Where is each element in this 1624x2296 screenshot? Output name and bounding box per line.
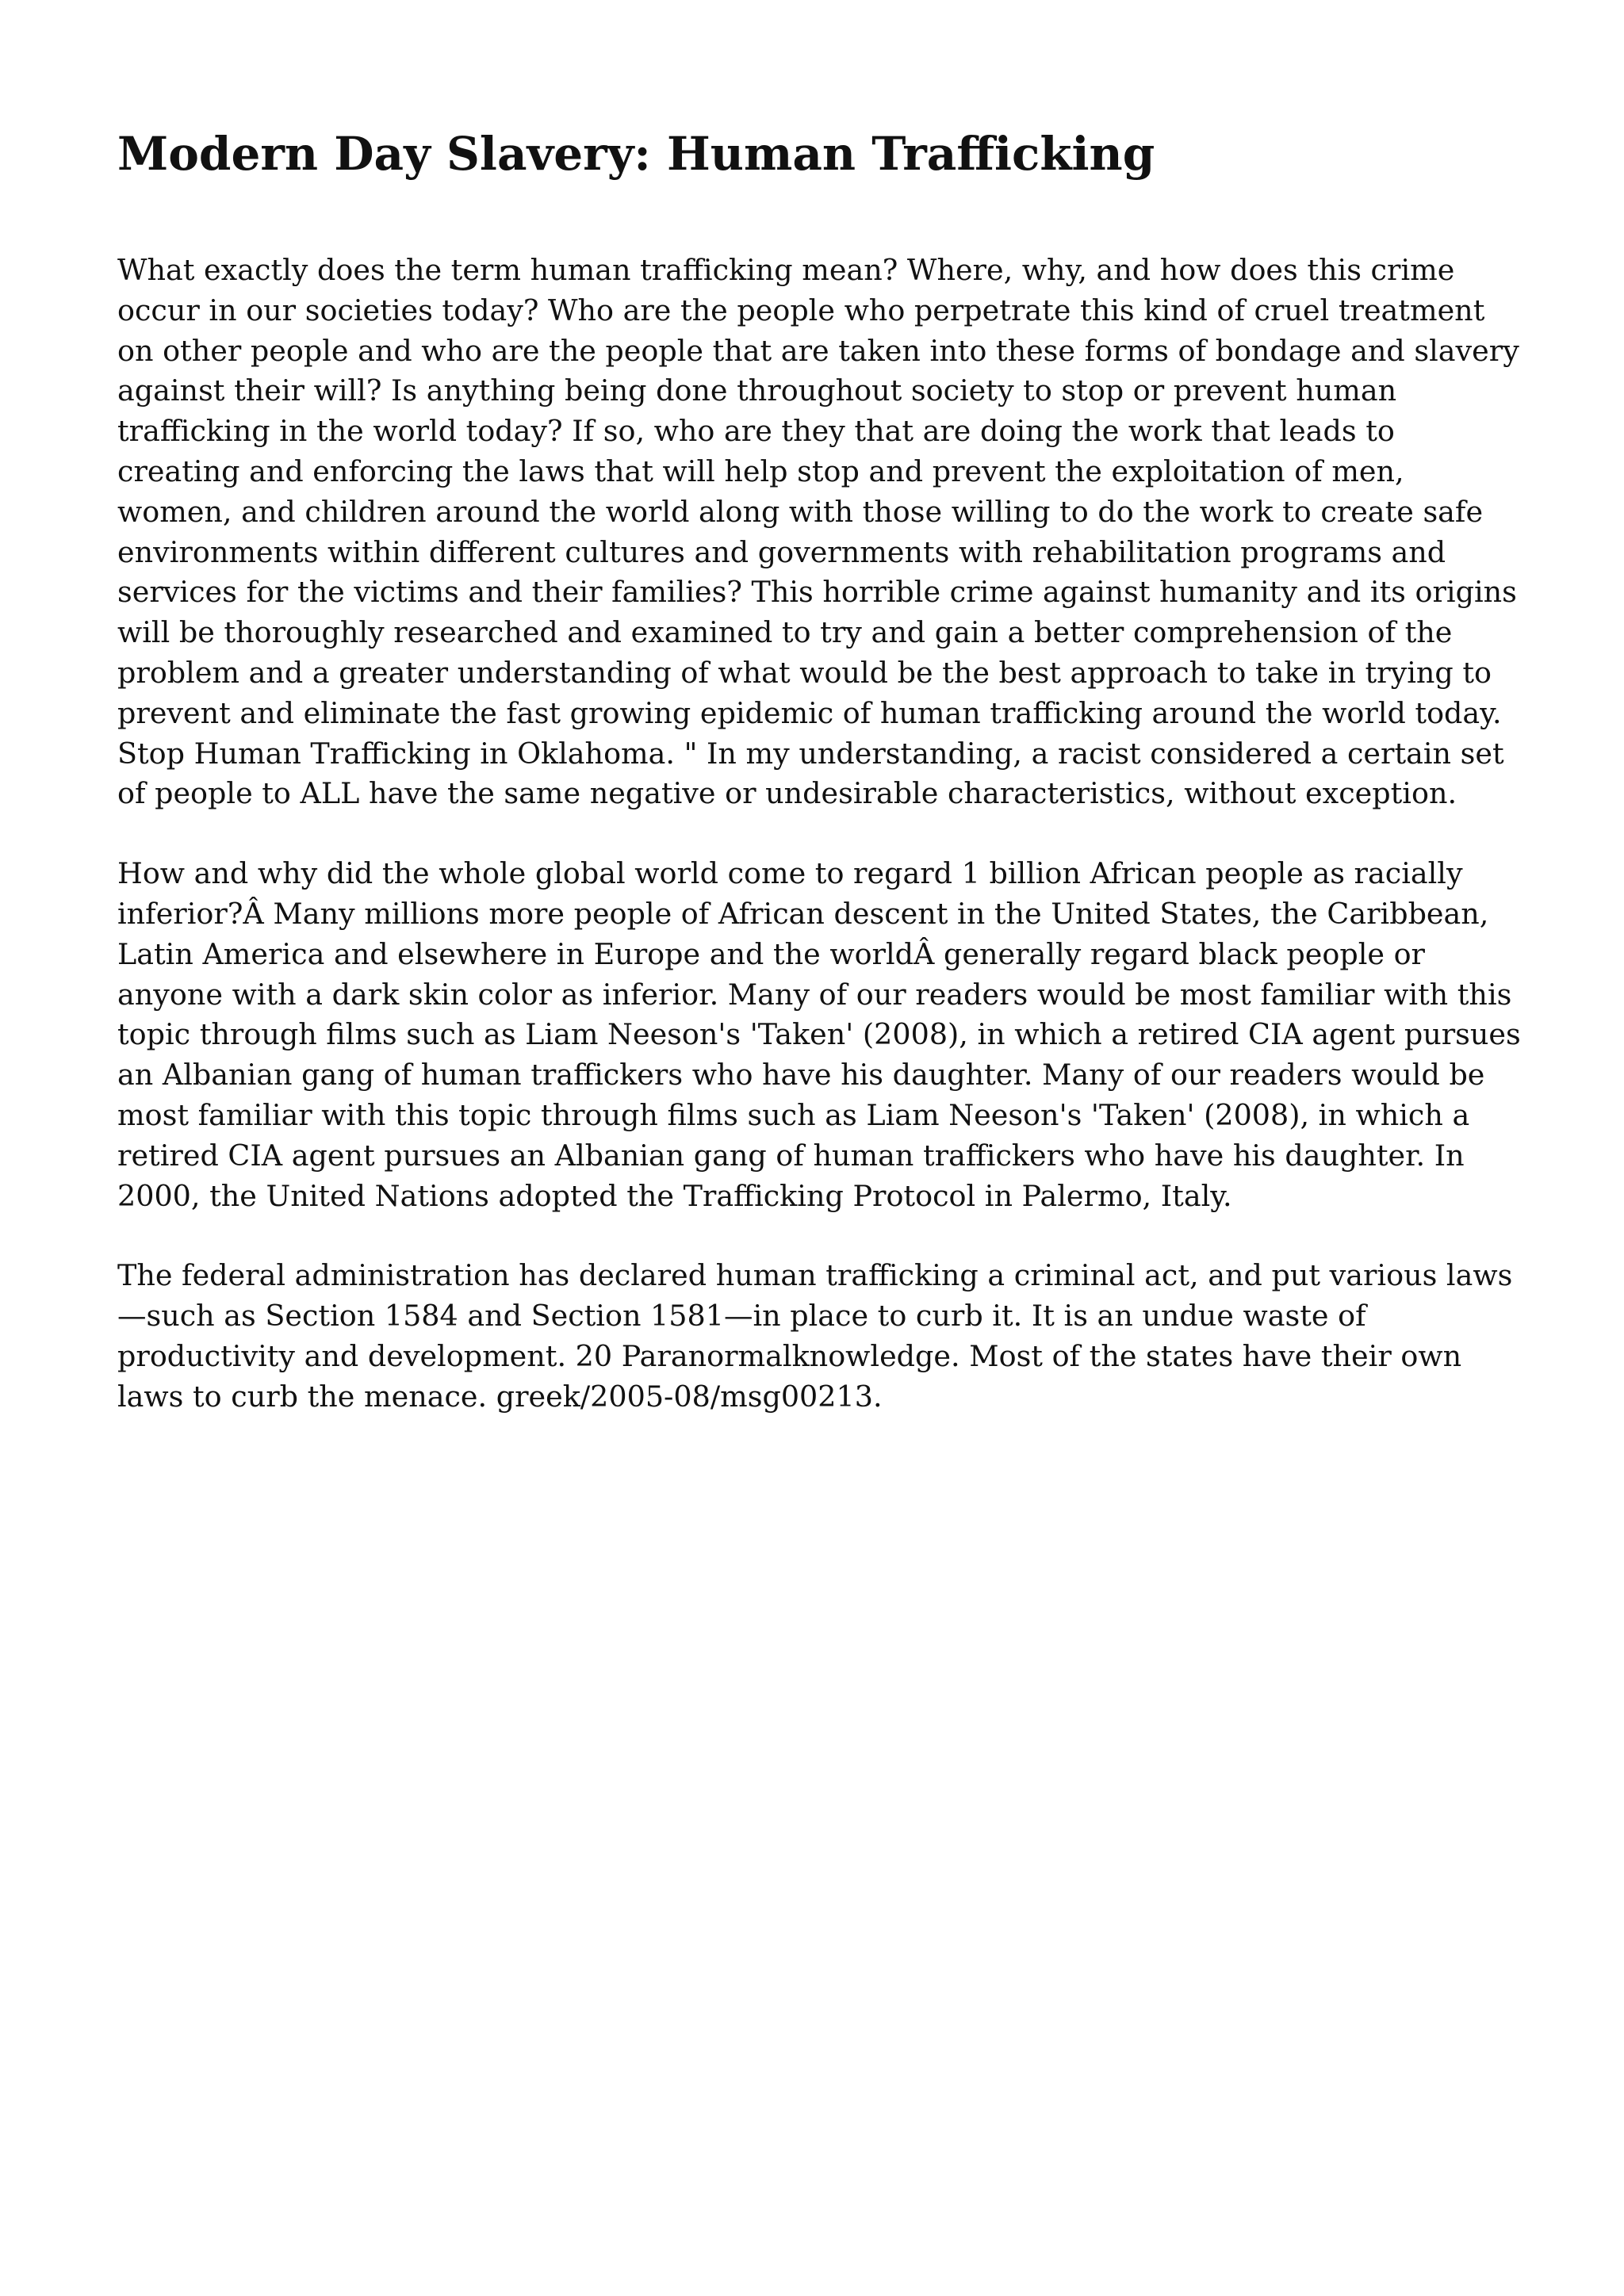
document-content <box>117 119 1525 1457</box>
document-title: Modern Day Slavery: Human Trafficking <box>117 127 1155 181</box>
paragraph-2: How and why did the whole global world come to regard 1 billion African people as racially inferior?Â Many millions more people of African descent in the United States, the Caribbean, Latin America and elsewhere in Europe and the worldÂ generally regard black people or anyone with a dark skin color as inferior. Many of our readers would be most familiar with this topic through films such as Liam Neeson's 'Taken' (2008), in which a retired CIA agent pursues an Albanian gang of human traffickers who have his daughter. Many of our readers would be most familiar with this topic through films such as Liam Neeson's 'Taken' (2008), in which a retired CIA agent pursues an Albanian gang of human traffickers who have his daughter. In 2000, the United Nations adopted the Trafficking Protocol in Palermo, Italy. <box>117 856 1521 1213</box>
document-body <box>117 251 1525 1418</box>
paragraph-3: The federal administration has declared human trafficking a criminal act, and put various laws—such as Section 1584 and Section 1581—in place to curb it. It is an undue waste of productivity and development. 20 Paranormalknowledge. Most of the states have their own laws to curb the menace. greek/2005-08/msg00213. <box>117 1258 1513 1414</box>
paragraph-1: What exactly does the term human trafficking mean? Where, why, and how does this crime occur in our societies today? Who are the people who perpetrate this kind of cruel treatment on other people and who are the people that are taken into these forms of bondage and slavery against their will? Is anything being done throughout society to stop or prevent human trafficking in the world today? If so, who are they that are doing the work that leads to creating and enforcing the laws that will help stop and prevent the exploitation of men, women, and children around the world along with those willing to do the work to create safe environments within different cultures and governments with rehabilitation programs and services for the victims and their families? This horrible crime against humanity and its origins will be thoroughly researched and examined to try and gain a better comprehension of the problem and a greater understanding of what would be the best approach to take in trying to prevent and eliminate the fast growing epidemic of human trafficking around the world today. Stop Human Trafficking in Oklahoma. " In my understanding, a racist considered a certain set of people to ALL have the same negative or undesirable characteristics, without exception. <box>117 253 1519 811</box>
